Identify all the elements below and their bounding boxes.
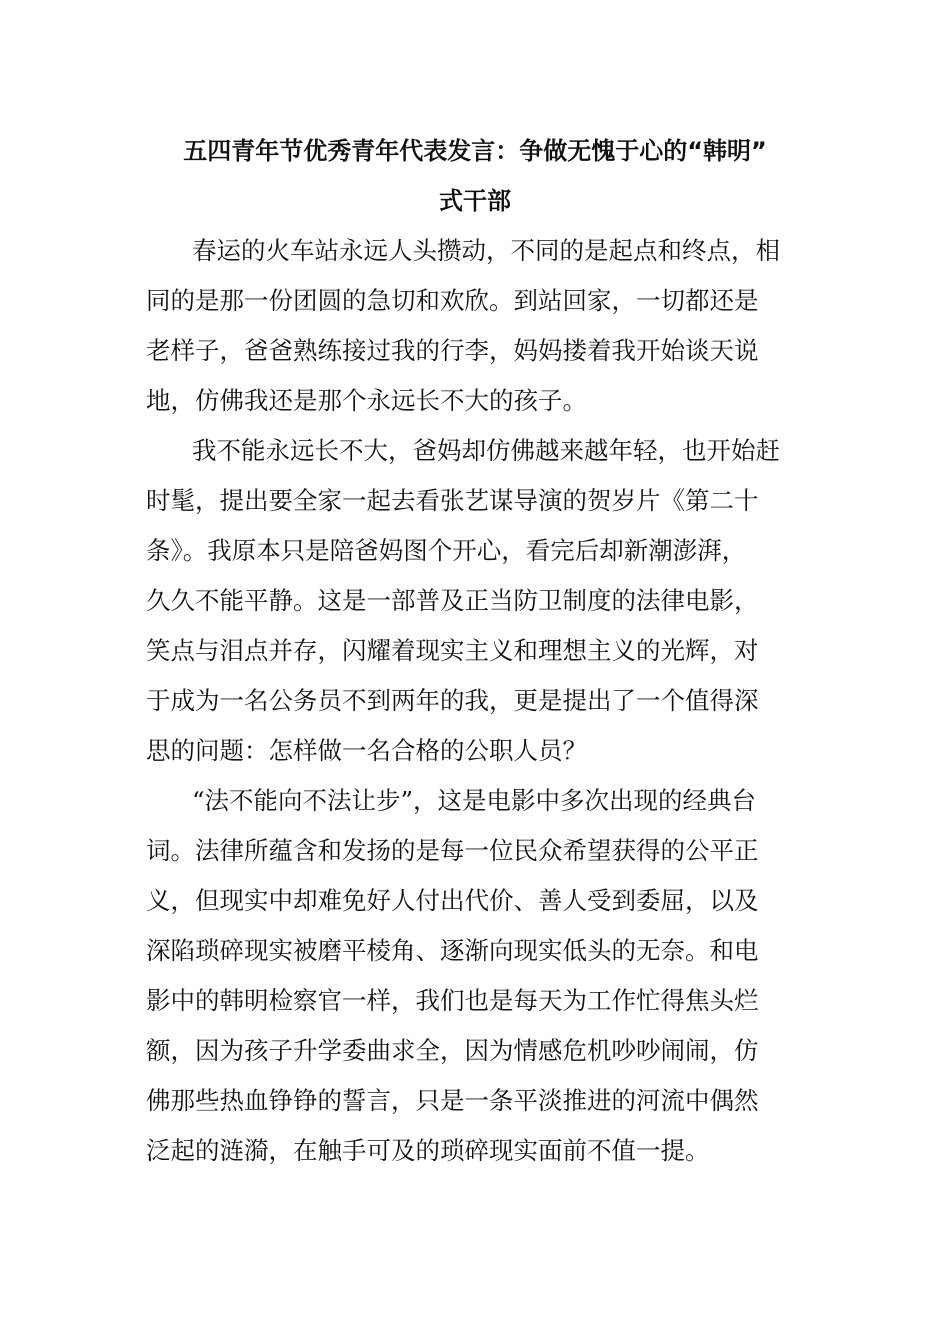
paragraph-3-line-2: 词。法律所蕴含和发扬的是每一位民众希望获得的公平正	[146, 836, 759, 865]
paragraph-1-line-3: 老样子，爸爸熟练接过我的行李，妈妈搂着我开始谈天说	[146, 336, 759, 365]
paragraph-3-line-6: 额，因为孩子升学委曲求全，因为情感危机吵吵闹闹，仿	[146, 1036, 759, 1065]
paragraph-2-line-4: 久久不能平静。这是一部普及正当防卫制度的法律电影，	[146, 586, 759, 615]
paragraph-1-line-2: 同的是那一份团圆的急切和欢欣。到站回家，一切都还是	[146, 286, 759, 315]
paragraph-2-line-1: 我不能永远长不大，爸妈却仿佛越来越年轻，也开始赶	[192, 436, 780, 465]
paragraph-3-line-1: “法不能向不法让步”，这是电影中多次出现的经典台	[192, 786, 757, 815]
paragraph-3-line-7: 佛那些热血铮铮的誓言，只是一条平淡推进的河流中偶然	[146, 1086, 759, 1115]
paragraph-1-line-4: 地，仿佛我还是那个永远长不大的孩子。	[146, 386, 587, 415]
paragraph-1-line-1: 春运的火车站永远人头攒动，不同的是起点和终点，相	[192, 236, 780, 265]
paragraph-3-line-4: 深陷琐碎现实被磨平棱角、逐渐向现实低头的无奈。和电	[146, 936, 759, 965]
paragraph-3-line-5: 影中的韩明检察官一样，我们也是每天为工作忙得焦头烂	[146, 986, 759, 1015]
paragraph-2-line-3: 条》。我原本只是陪爸妈图个开心，看完后却新潮澎湃，	[146, 536, 747, 565]
document-title-line-1: 五四青年节优秀青年代表发言：争做无愧于心的“韩明”	[183, 137, 767, 165]
paragraph-3-line-3: 义，但现实中却难免好人付出代价、善人受到委屈，以及	[146, 886, 759, 915]
paragraph-2-line-2: 时髦，提出要全家一起去看张艺谋导演的贺岁片《第二十	[146, 486, 759, 515]
document-title-line-2: 式干部	[439, 187, 511, 215]
paragraph-2-line-6: 于成为一名公务员不到两年的我，更是提出了一个值得深	[146, 686, 759, 715]
paragraph-2-line-5: 笑点与泪点并存，闪耀着现实主义和理想主义的光辉，对	[146, 636, 759, 665]
paragraph-3-line-8: 泛起的涟漪，在触手可及的琐碎现实面前不值一提。	[146, 1136, 710, 1165]
paragraph-2-line-7: 思的问题：怎样做一名合格的公职人员？	[146, 736, 587, 765]
